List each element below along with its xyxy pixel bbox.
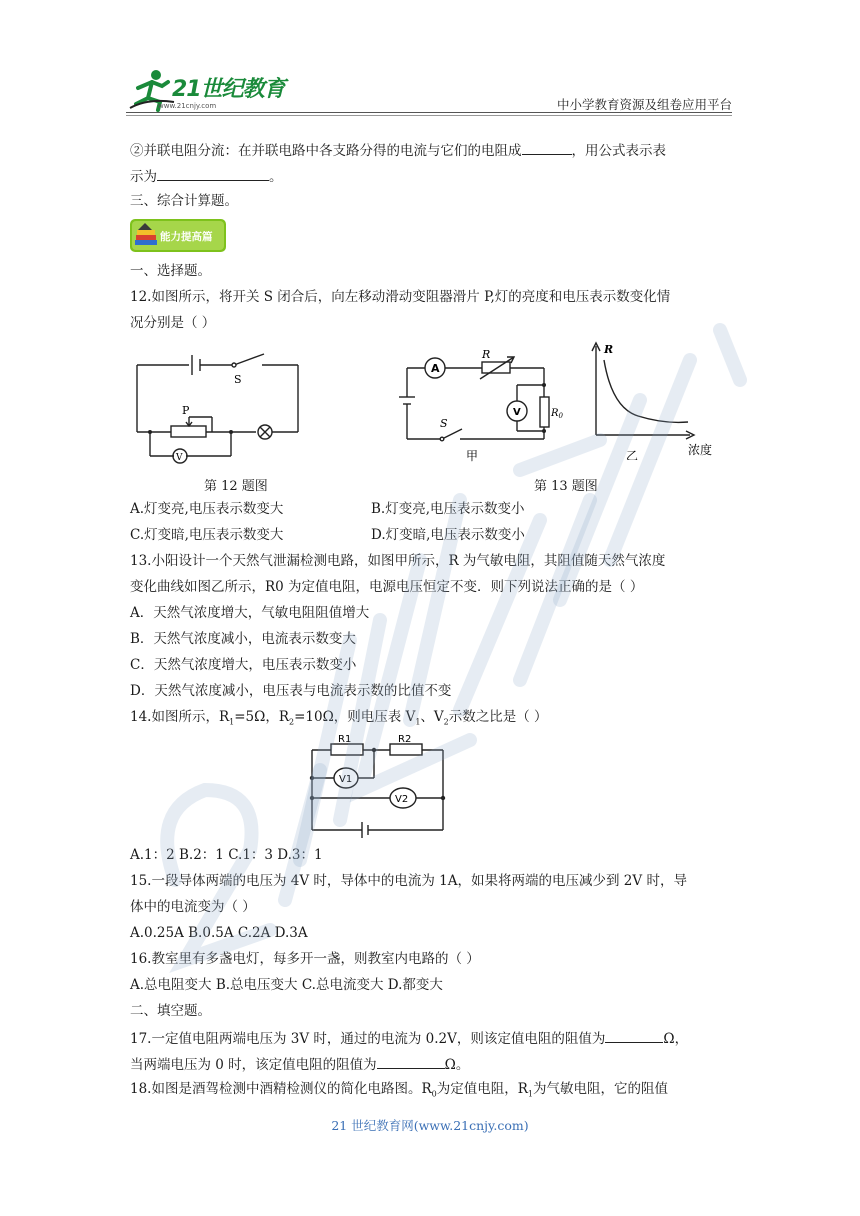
switch-label: S	[234, 373, 242, 386]
section-heading: 三、综合计算题。	[130, 193, 238, 209]
header-divider	[126, 112, 732, 113]
question-12-line2: 况分别是（ ）	[130, 315, 216, 331]
option-12-D: D.灯变暗,电压表示数变小	[371, 527, 525, 543]
question-16: 16.教室里有多盏电灯，每多开一盏，则教室内电路的（ ）	[130, 951, 480, 967]
option-13-D: D．天然气浓度减小，电压表与电流表示数的比值不变	[130, 683, 452, 699]
options-15: A.0.25A B.0.5A C.2A D.3A	[130, 925, 308, 941]
text-line: 示为 。	[130, 166, 283, 186]
option-13-B: B．天然气浓度减小，电流表示数变大	[130, 631, 356, 647]
figure-13-graph	[590, 338, 720, 460]
logo-url: www.21cnjy.com	[158, 102, 217, 110]
header-divider-thin	[126, 115, 732, 116]
logo-text: 21世纪教育	[172, 77, 285, 102]
switch-label: S	[440, 417, 448, 430]
platform-title: 中小学教育资源及组卷应用平台	[556, 97, 732, 112]
text-line: ②并联电阻分流：在并联电路中各支路分得的电流与它们的电阻成 ，用公式表示表	[130, 140, 666, 160]
v1-label: V1	[339, 774, 353, 785]
question-18: 18.如图是酒驾检测中酒精检测仪的简化电路图。$R_0$为定值电阻，$R_1$为气敏电阻，它的阻值	[130, 1081, 668, 1099]
graph-x-label: 浓度	[688, 443, 713, 457]
question-17-line2: 当两端电压为 0 时，该定值电阻的阻值为 Ω。	[130, 1054, 469, 1074]
option-13-C: C．天然气浓度增大，电压表示数变小	[130, 657, 357, 673]
section-heading: 二、填空题。	[130, 1003, 211, 1019]
section-heading: 一、选择题。	[130, 263, 211, 279]
option-12-B: B.灯变亮,电压表示数变小	[371, 501, 525, 517]
figure-13-caption: 第 13 题图	[534, 479, 598, 494]
option-13-A: A．天然气浓度增大，气敏电阻阻值增大	[130, 605, 370, 621]
options-16: A.总电阻变大 B.总电压变大 C.总电流变大 D.都变大	[130, 977, 443, 993]
footer: 21 世纪教育网(www.21cnjy.com)	[331, 1118, 529, 1133]
voltmeter-label: V	[513, 407, 521, 418]
slider-label: P	[182, 404, 190, 417]
voltmeter-label: V	[176, 453, 183, 463]
figure-14-circuit	[306, 730, 451, 842]
option-12-C: C.灯变暗,电压表示数变大	[130, 527, 284, 543]
figure-jia-label: 甲	[466, 449, 479, 463]
question-12-line1: 12.如图所示，将开关 S 闭合后，向左移动滑动变阻器滑片 P,灯的亮度和电压表示数变化情	[130, 289, 671, 305]
ability-badge	[130, 219, 226, 252]
figure-13-circuit	[394, 345, 564, 465]
r2-label: R2	[398, 734, 412, 745]
r1-label: R1	[338, 734, 352, 745]
answer-blank	[377, 1054, 445, 1069]
figure-yi-label: 乙	[626, 449, 639, 460]
question-15-line2: 体中的电流变为（ ）	[130, 899, 256, 915]
question-17-line1: 17.一定值电阻两端电压为 3V 时，通过的电流为 0.2V，则该定值电阻的阻值为 Ω，	[130, 1028, 688, 1048]
fixed-resistor-label: $R_0$	[551, 408, 563, 420]
badge-label: 能力提高篇	[160, 231, 213, 243]
question-13-line2: 变化曲线如图乙所示，R0 为定值电阻，电源电压恒定不变．则下列说法正确的是（ ）	[130, 579, 644, 595]
question-13-line1: 13.小阳设计一个天然气泄漏检测电路，如图甲所示，R 为气敏电阻，其阻值随天然气浓度	[130, 553, 666, 569]
v2-label: V2	[395, 794, 409, 805]
graph-y-label: R	[604, 343, 614, 356]
answer-blank	[605, 1028, 663, 1043]
answer-blank	[522, 140, 572, 155]
option-12-A: A.灯变亮,电压表示数变大	[130, 501, 284, 517]
sensor-resistor-label: R	[482, 348, 491, 361]
figure-12-caption: 第 12 题图	[204, 479, 268, 494]
answer-blank	[157, 166, 269, 181]
question-15-line1: 15.一段导体两端的电压为 4V 时，导体中的电流为 1A，如果将两端的电压减少到 2V 时，导	[130, 873, 687, 889]
options-14: A.1：2 B.2：1 C.1：3 D.3：1	[130, 847, 323, 863]
ammeter-label: A	[431, 362, 440, 375]
question-14: 14.如图所示，$R_1=5\Omega$，$R_2=10\Omega$，则电压表 $V_1$、$V_2$示数之比是（ ）	[130, 709, 548, 727]
figure-12-circuit	[134, 346, 304, 466]
